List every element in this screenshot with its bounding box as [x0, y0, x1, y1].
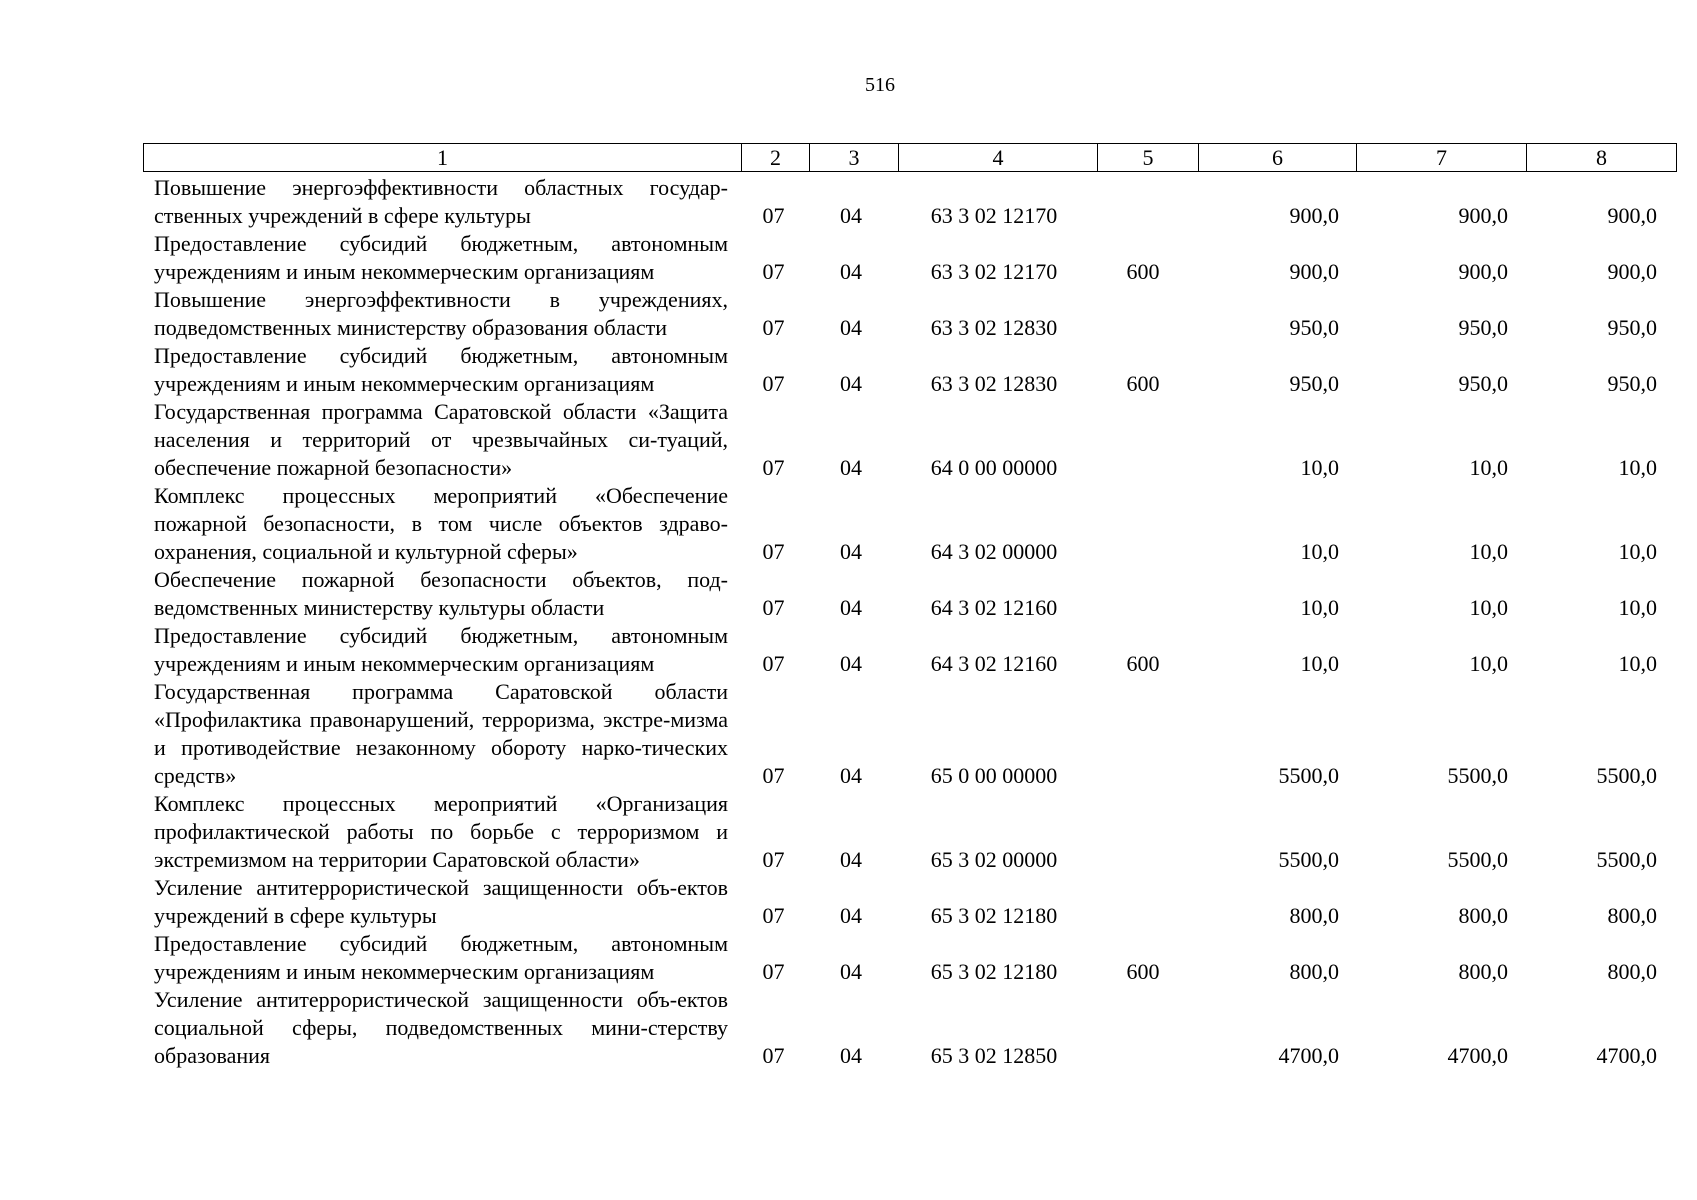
section-code-cell: 07	[762, 315, 785, 340]
expense-type-cell	[1093, 286, 1193, 342]
amount-cell-6: 900,0	[1289, 259, 1339, 284]
amount-cell-8: 950,0	[1607, 371, 1657, 396]
amount-cell-6: 950,0	[1289, 371, 1339, 396]
table-row	[143, 930, 1668, 986]
row-name-cell: Предоставление субсидий бюджетным, автономным учреждениям и иным некоммерческим организациям	[154, 343, 728, 396]
expense-type-cell	[1093, 678, 1193, 790]
amount-cell-8: 5500,0	[1596, 763, 1657, 788]
amount-cell-6: 900,0	[1289, 203, 1339, 228]
target-article-cell: 65 3 02 12850	[930, 1043, 1058, 1068]
amount-cell-8: 10,0	[1618, 455, 1657, 480]
amount-cell-8: 10,0	[1618, 539, 1657, 564]
section-code-cell: 07	[762, 651, 785, 676]
column-header-6: 6	[1199, 144, 1357, 172]
expense-type-cell	[1093, 986, 1193, 1070]
column-header-2: 2	[742, 144, 810, 172]
row-name-cell: Предоставление субсидий бюджетным, автономным учреждениям и иным некоммерческим организациям	[154, 623, 728, 676]
expense-type-cell: 600	[1126, 371, 1160, 396]
target-article-cell: 65 3 02 12180	[930, 959, 1058, 984]
subsection-code-cell: 04	[840, 315, 862, 340]
table-row	[143, 482, 1668, 566]
amount-cell-8: 10,0	[1618, 651, 1657, 676]
expense-type-cell	[1093, 482, 1193, 566]
amount-cell-6: 10,0	[1300, 455, 1339, 480]
section-code-cell: 07	[762, 539, 785, 564]
table-row	[143, 678, 1668, 790]
expense-type-cell	[1093, 398, 1193, 482]
amount-cell-7: 5500,0	[1447, 847, 1508, 872]
subsection-code-cell: 04	[840, 847, 862, 872]
column-header-1: 1	[144, 144, 742, 172]
target-article-cell: 63 3 02 12170	[930, 203, 1058, 228]
target-article-cell: 64 3 02 12160	[930, 595, 1058, 620]
section-code-cell: 07	[762, 455, 785, 480]
expense-type-cell	[1093, 790, 1193, 874]
target-article-cell: 64 0 00 00000	[930, 455, 1058, 480]
target-article-cell: 65 3 02 12180	[930, 903, 1058, 928]
amount-cell-8: 10,0	[1618, 595, 1657, 620]
section-code-cell: 07	[762, 847, 785, 872]
row-name-cell: Комплекс процессных мероприятий «Обеспечение пожарной безопасности, в том числе объектов здраво-охранения, социальной и культурной сферы»	[154, 483, 728, 564]
amount-cell-6: 10,0	[1300, 539, 1339, 564]
column-header-4: 4	[899, 144, 1098, 172]
amount-cell-7: 10,0	[1469, 539, 1508, 564]
subsection-code-cell: 04	[840, 371, 862, 396]
amount-cell-6: 800,0	[1289, 903, 1339, 928]
table-row	[143, 342, 1668, 398]
row-name-cell: Обеспечение пожарной безопасности объектов, под-ведомственных министерству культуры области	[154, 567, 728, 620]
section-code-cell: 07	[762, 1043, 785, 1068]
row-name-cell: Предоставление субсидий бюджетным, автономным учреждениям и иным некоммерческим организациям	[154, 231, 728, 284]
amount-cell-8: 900,0	[1607, 203, 1657, 228]
amount-cell-7: 10,0	[1469, 455, 1508, 480]
target-article-cell: 64 3 02 12160	[930, 651, 1058, 676]
section-code-cell: 07	[762, 371, 785, 396]
table-row	[143, 286, 1668, 342]
amount-cell-7: 10,0	[1469, 595, 1508, 620]
amount-cell-6: 10,0	[1300, 595, 1339, 620]
amount-cell-6: 800,0	[1289, 959, 1339, 984]
target-article-cell: 63 3 02 12170	[930, 259, 1058, 284]
amount-cell-7: 900,0	[1458, 203, 1508, 228]
expense-type-cell	[1093, 566, 1193, 622]
target-article-cell: 63 3 02 12830	[930, 371, 1058, 396]
amount-cell-7: 10,0	[1469, 651, 1508, 676]
column-header-5: 5	[1098, 144, 1199, 172]
column-header-3: 3	[810, 144, 899, 172]
row-name-cell: Государственная программа Саратовской области «Защита населения и территорий от чрезвычайных си-туаций, обеспечение пожарной безопасности»	[154, 399, 728, 480]
amount-cell-8: 800,0	[1607, 959, 1657, 984]
amount-cell-8: 900,0	[1607, 259, 1657, 284]
subsection-code-cell: 04	[840, 455, 862, 480]
column-header-row	[144, 144, 1677, 172]
section-code-cell: 07	[762, 203, 785, 228]
amount-cell-6: 10,0	[1300, 651, 1339, 676]
amount-cell-7: 800,0	[1458, 959, 1508, 984]
subsection-code-cell: 04	[840, 651, 862, 676]
amount-cell-6: 4700,0	[1278, 1043, 1339, 1068]
column-header-7: 7	[1357, 144, 1527, 172]
table-row	[143, 986, 1668, 1070]
subsection-code-cell: 04	[840, 259, 862, 284]
expense-type-cell: 600	[1126, 259, 1160, 284]
table-row	[143, 174, 1668, 230]
target-article-cell: 65 0 00 00000	[930, 763, 1058, 788]
amount-cell-8: 950,0	[1607, 315, 1657, 340]
amount-cell-6: 950,0	[1289, 315, 1339, 340]
row-name-cell: Государственная программа Саратовской области «Профилактика правонарушений, терроризма, экстре-мизма и противодействие незаконному обороту нарко-тических средств»	[154, 679, 728, 788]
section-code-cell: 07	[762, 259, 785, 284]
table-row	[143, 566, 1668, 622]
page-number: 516	[865, 74, 895, 96]
column-header-8: 8	[1527, 144, 1677, 172]
section-code-cell: 07	[762, 595, 785, 620]
subsection-code-cell: 04	[840, 959, 862, 984]
section-code-cell: 07	[762, 959, 785, 984]
table-row	[143, 398, 1668, 482]
subsection-code-cell: 04	[840, 763, 862, 788]
section-code-cell: 07	[762, 903, 785, 928]
expense-type-cell: 600	[1126, 959, 1160, 984]
target-article-cell: 64 3 02 00000	[930, 539, 1058, 564]
budget-table-body	[143, 174, 1668, 1070]
amount-cell-7: 950,0	[1458, 315, 1508, 340]
subsection-code-cell: 04	[840, 1043, 862, 1068]
amount-cell-6: 5500,0	[1278, 847, 1339, 872]
subsection-code-cell: 04	[840, 203, 862, 228]
table-row	[143, 622, 1668, 678]
amount-cell-7: 950,0	[1458, 371, 1508, 396]
amount-cell-7: 800,0	[1458, 903, 1508, 928]
amount-cell-8: 5500,0	[1596, 847, 1657, 872]
subsection-code-cell: 04	[840, 595, 862, 620]
row-name-cell: Усиление антитеррористической защищенности объ-ектов учреждений в сфере культуры	[154, 875, 728, 928]
row-name-cell: Повышение энергоэффективности в учреждениях, подведомственных министерству образования области	[154, 287, 728, 340]
target-article-cell: 63 3 02 12830	[930, 315, 1058, 340]
amount-cell-7: 4700,0	[1447, 1043, 1508, 1068]
expense-type-cell	[1093, 874, 1193, 930]
amount-cell-8: 4700,0	[1596, 1043, 1657, 1068]
amount-cell-7: 5500,0	[1447, 763, 1508, 788]
table-row	[143, 230, 1668, 286]
column-header-table	[143, 143, 1677, 172]
amount-cell-8: 800,0	[1607, 903, 1657, 928]
section-code-cell: 07	[762, 763, 785, 788]
row-name-cell: Предоставление субсидий бюджетным, автономным учреждениям и иным некоммерческим организациям	[154, 931, 728, 984]
expense-type-cell	[1093, 174, 1193, 230]
row-name-cell: Усиление антитеррористической защищенности объ-ектов социальной сферы, подведомственных мини-стерству образования	[154, 987, 728, 1068]
table-row	[143, 790, 1668, 874]
table-row	[143, 874, 1668, 930]
row-name-cell: Повышение энергоэффективности областных государ-ственных учреждений в сфере культуры	[154, 175, 728, 228]
amount-cell-6: 5500,0	[1278, 763, 1339, 788]
subsection-code-cell: 04	[840, 903, 862, 928]
expense-type-cell: 600	[1126, 651, 1160, 676]
row-name-cell: Комплекс процессных мероприятий «Организация профилактической работы по борьбе с терроризмом и экстремизмом на территории Саратовской области»	[154, 791, 728, 872]
subsection-code-cell: 04	[840, 539, 862, 564]
amount-cell-7: 900,0	[1458, 259, 1508, 284]
target-article-cell: 65 3 02 00000	[930, 847, 1058, 872]
